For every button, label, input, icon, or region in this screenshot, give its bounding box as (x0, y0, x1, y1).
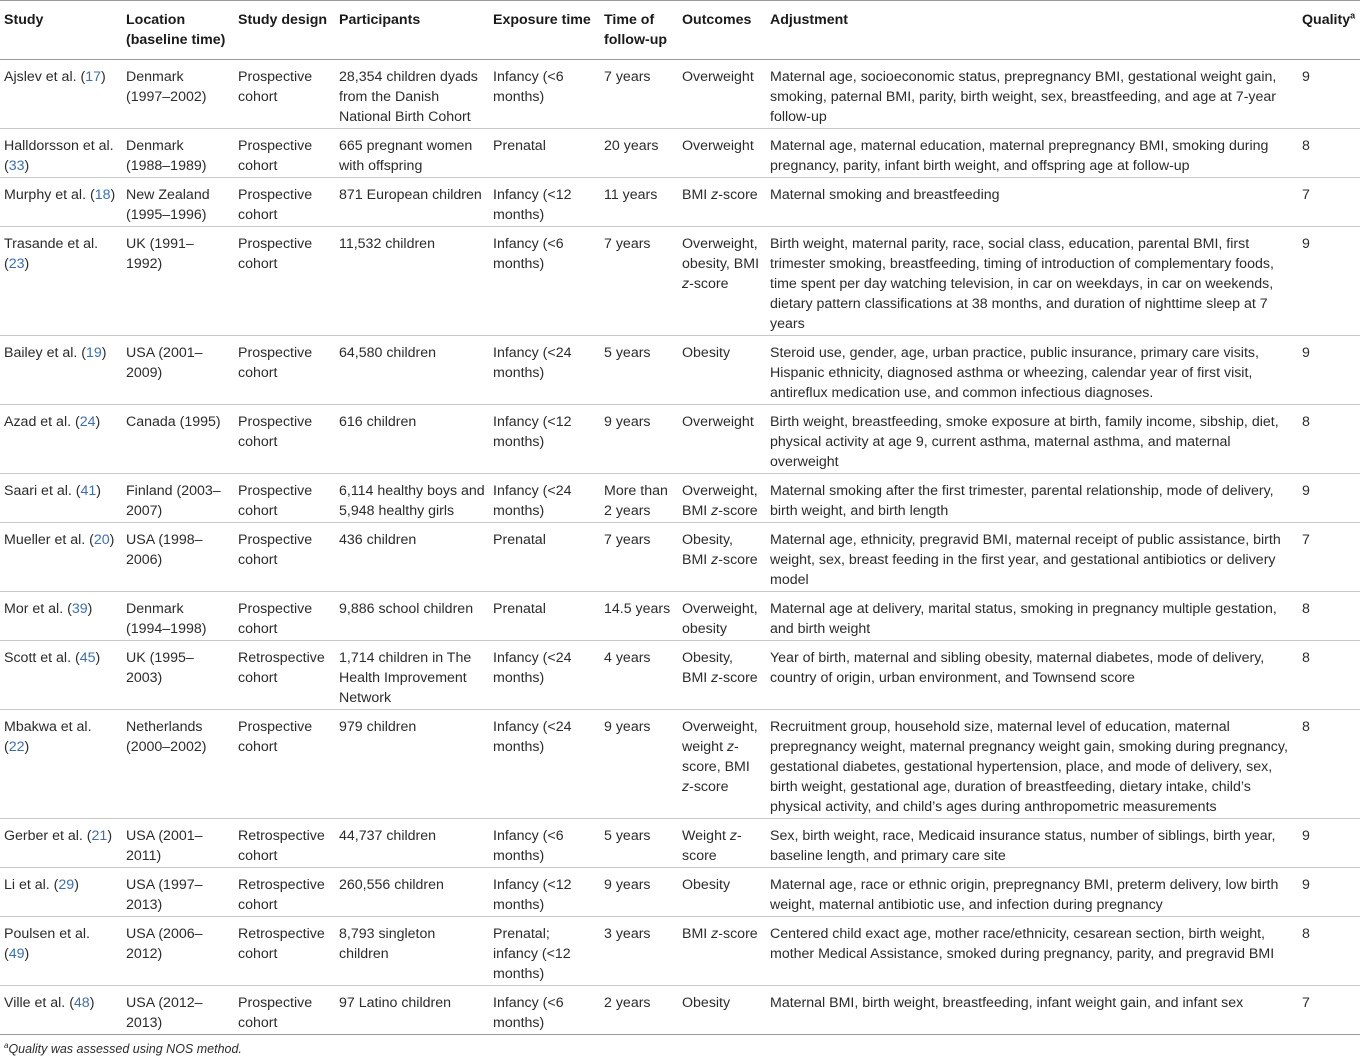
cell-adjustment: Steroid use, gender, age, urban practice, public insurance, primary care visits, Hispanic ethnicity, diagnosed asthma or wheezing, calendar year of first visit, antireflux medication use, and common infectious diagnoses. (766, 336, 1298, 405)
cell-location: USA (1997–2013) (122, 868, 234, 917)
study-name: Saari et al. ( (4, 483, 81, 499)
cell-adjustment: Maternal age at delivery, marital status, smoking in pregnancy multiple gestation, and birth weight (766, 592, 1298, 641)
cell-participants: 28,354 children dyads from the Danish National Birth Cohort (335, 60, 489, 129)
cell-adjustment: Recruitment group, household size, maternal level of education, maternal prepregnancy weight, maternal pregnancy weight gain, smoking during pregnancy, gestational diabetes, gestational hypertension, place, and mode of delivery, sex, birth weight, gestational age, duration of breastfeeding, dietary intake, child’s physical activity, and child’s ages during anthropometric measurements (766, 710, 1298, 819)
study-close-paren: ) (96, 483, 102, 499)
table-row (0, 868, 1360, 917)
cell-location: New Zealand (1995–1996) (122, 178, 234, 227)
cell-participants: 11,532 children (335, 227, 489, 336)
cell-study (0, 710, 122, 819)
cell-adjustment: Maternal BMI, birth weight, breastfeeding, infant weight gain, and infant sex (766, 986, 1298, 1035)
cell-adjustment: Year of birth, maternal and sibling obesity, maternal diabetes, mode of delivery, country of origin, urban environment, and Townsend score (766, 641, 1298, 710)
cell-quality: 7 (1298, 986, 1360, 1035)
cell-participants: 8,793 singleton children (335, 917, 489, 986)
cell-location: UK (1995–2003) (122, 641, 234, 710)
cell-quality: 8 (1298, 592, 1360, 641)
cell-outcomes: Overweight, obesity (678, 592, 766, 641)
cell-participants: 97 Latino children (335, 986, 489, 1035)
cell-participants: 1,714 children in The Health Improvement Network (335, 641, 489, 710)
reference-link[interactable]: 20 (93, 532, 110, 548)
study-name: Halldorsson et al. ( (4, 138, 114, 174)
reference-link[interactable]: 48 (73, 995, 90, 1011)
cell-study-design: Prospective cohort (234, 129, 335, 178)
cell-study (0, 178, 122, 227)
reference-link[interactable]: 22 (8, 739, 25, 755)
cell-adjustment: Maternal age, socioeconomic status, prepregnancy BMI, gestational weight gain, smoking, paternal BMI, parity, birth weight, sex, breastfeeding, and age at 7-year follow-up (766, 60, 1298, 129)
cell-quality: 8 (1298, 710, 1360, 819)
reference-link[interactable]: 33 (8, 158, 25, 174)
cell-exposure-time: Infancy (<24 months) (489, 336, 600, 405)
cell-exposure-time: Infancy (<24 months) (489, 474, 600, 523)
study-close-paren: ) (110, 187, 116, 203)
cell-follow-up: 5 years (600, 819, 678, 868)
cell-participants: 436 children (335, 523, 489, 592)
header-location: Location (baseline time) (122, 1, 234, 60)
cell-outcomes: Overweight, BMI z-score (678, 474, 766, 523)
cell-quality: 9 (1298, 868, 1360, 917)
table-row (0, 819, 1360, 868)
cell-outcomes: BMI z-score (678, 178, 766, 227)
header-study: Study (0, 1, 122, 60)
cell-study-design: Prospective cohort (234, 227, 335, 336)
cell-participants: 9,886 school children (335, 592, 489, 641)
study-name: Ville et al. ( (4, 995, 74, 1011)
cell-study-design: Prospective cohort (234, 474, 335, 523)
reference-link[interactable]: 18 (94, 187, 111, 203)
table-row (0, 523, 1360, 592)
study-name: Ajslev et al. ( (4, 69, 86, 85)
cell-location: Finland (2003–2007) (122, 474, 234, 523)
reference-link[interactable]: 41 (80, 483, 97, 499)
cell-study (0, 60, 122, 129)
study-name: Li et al. ( (4, 877, 59, 893)
reference-link[interactable]: 45 (79, 650, 96, 666)
cell-quality: 9 (1298, 60, 1360, 129)
cell-location: USA (2001–2009) (122, 336, 234, 405)
cell-exposure-time: Infancy (<6 months) (489, 819, 600, 868)
cell-location: USA (2006–2012) (122, 917, 234, 986)
cell-follow-up: 5 years (600, 336, 678, 405)
cell-participants: 6,114 healthy boys and 5,948 healthy girls (335, 474, 489, 523)
cell-outcomes: Obesity (678, 986, 766, 1035)
cell-study (0, 819, 122, 868)
cell-study-design: Prospective cohort (234, 178, 335, 227)
header-study-design: Study design (234, 1, 335, 60)
table-header-row (0, 1, 1360, 60)
reference-link[interactable]: 49 (8, 946, 25, 962)
reference-link[interactable]: 21 (91, 828, 108, 844)
cell-study-design: Prospective cohort (234, 405, 335, 474)
cell-follow-up: 9 years (600, 405, 678, 474)
cell-quality: 9 (1298, 336, 1360, 405)
study-close-paren: ) (24, 739, 30, 755)
cell-follow-up: 11 years (600, 178, 678, 227)
cell-study (0, 641, 122, 710)
cell-study (0, 986, 122, 1035)
study-close-paren: ) (24, 946, 30, 962)
cell-exposure-time: Infancy (<6 months) (489, 986, 600, 1035)
cell-quality: 8 (1298, 129, 1360, 178)
reference-link[interactable]: 19 (86, 345, 102, 361)
cell-participants: 260,556 children (335, 868, 489, 917)
cell-study-design: Retrospective cohort (234, 917, 335, 986)
cell-outcomes: BMI z-score (678, 917, 766, 986)
study-name: Azad et al. ( (4, 414, 80, 430)
reference-link[interactable]: 39 (71, 601, 88, 617)
reference-link[interactable]: 23 (8, 256, 25, 272)
cell-follow-up: More than 2 years (600, 474, 678, 523)
cell-exposure-time: Prenatal; infancy (<12 months) (489, 917, 600, 986)
study-close-paren: ) (89, 995, 95, 1011)
study-close-paren: ) (95, 414, 101, 430)
cell-follow-up: 20 years (600, 129, 678, 178)
cell-exposure-time: Prenatal (489, 129, 600, 178)
table-row (0, 178, 1360, 227)
cell-study-design: Retrospective cohort (234, 868, 335, 917)
study-name: Poulsen et al. ( (4, 926, 90, 962)
cell-follow-up: 4 years (600, 641, 678, 710)
study-close-paren: ) (87, 601, 93, 617)
cell-exposure-time: Infancy (<12 months) (489, 868, 600, 917)
header-quality-label: Quality (1302, 12, 1351, 28)
cell-outcomes: Overweight (678, 129, 766, 178)
cell-quality: 8 (1298, 405, 1360, 474)
cell-study (0, 868, 122, 917)
cell-exposure-time: Prenatal (489, 592, 600, 641)
cell-study-design: Retrospective cohort (234, 641, 335, 710)
cell-outcomes: Obesity, BMI z-score (678, 523, 766, 592)
study-name: Trasande et al. ( (4, 236, 99, 272)
cell-study (0, 917, 122, 986)
cell-study (0, 336, 122, 405)
study-close-paren: ) (109, 532, 115, 548)
cell-adjustment: Sex, birth weight, race, Medicaid insurance status, number of siblings, birth year, baseline length, and primary care site (766, 819, 1298, 868)
table-row (0, 986, 1360, 1035)
cell-outcomes: Overweight (678, 405, 766, 474)
cell-study-design: Prospective cohort (234, 336, 335, 405)
cell-follow-up: 3 years (600, 917, 678, 986)
cell-follow-up: 7 years (600, 60, 678, 129)
study-name: Murphy et al. ( (4, 187, 95, 203)
cell-quality: 9 (1298, 819, 1360, 868)
cell-adjustment: Maternal age, race or ethnic origin, prepregnancy BMI, preterm delivery, low birth weight, maternal antibiotic use, and infection during pregnancy (766, 868, 1298, 917)
cell-study (0, 523, 122, 592)
table-row (0, 60, 1360, 129)
cell-participants: 616 children (335, 405, 489, 474)
study-name: Mueller et al. ( (4, 532, 94, 548)
reference-link[interactable]: 17 (85, 69, 101, 85)
cell-exposure-time: Infancy (<12 months) (489, 405, 600, 474)
cell-adjustment: Maternal age, ethnicity, pregravid BMI, maternal receipt of public assistance, birth weight, sex, breast feeding in the first year, and gestational antibiotics or delivery model (766, 523, 1298, 592)
cell-outcomes: Obesity (678, 336, 766, 405)
study-close-paren: ) (24, 158, 30, 174)
cell-study-design: Prospective cohort (234, 60, 335, 129)
cell-location: USA (2001–2011) (122, 819, 234, 868)
cell-quality: 9 (1298, 227, 1360, 336)
cell-location: Netherlands (2000–2002) (122, 710, 234, 819)
table-row (0, 474, 1360, 523)
cell-location: Denmark (1988–1989) (122, 129, 234, 178)
cell-participants: 665 pregnant women with offspring (335, 129, 489, 178)
footnote-mark: a (4, 1040, 9, 1050)
reference-link[interactable]: 24 (79, 414, 96, 430)
cell-study-design: Retrospective cohort (234, 819, 335, 868)
study-close-paren: ) (95, 650, 101, 666)
cell-exposure-time: Infancy (<6 months) (489, 60, 600, 129)
cell-participants: 44,737 children (335, 819, 489, 868)
cell-follow-up: 2 years (600, 986, 678, 1035)
cell-exposure-time: Infancy (<6 months) (489, 227, 600, 336)
reference-link[interactable]: 29 (58, 877, 75, 893)
cell-location: USA (2012–2013) (122, 986, 234, 1035)
cell-follow-up: 7 years (600, 523, 678, 592)
cell-exposure-time: Infancy (<24 months) (489, 710, 600, 819)
cell-participants: 64,580 children (335, 336, 489, 405)
study-close-paren: ) (107, 828, 113, 844)
cell-outcomes: Weight z-score (678, 819, 766, 868)
cell-adjustment: Birth weight, maternal parity, race, social class, education, parental BMI, first trimester smoking, breastfeeding, timing of introduction of complementary foods, time spent per day watching television, in car on weekdays, in car on weekends, dietary pattern classifications at 38 months, and duration of nighttime sleep at 7 years (766, 227, 1298, 336)
table-row (0, 641, 1360, 710)
cell-follow-up: 14.5 years (600, 592, 678, 641)
cell-outcomes: Overweight (678, 60, 766, 129)
cell-study-design: Prospective cohort (234, 523, 335, 592)
cell-study (0, 405, 122, 474)
study-name: Scott et al. ( (4, 650, 80, 666)
cell-follow-up: 9 years (600, 710, 678, 819)
cell-location: UK (1991–1992) (122, 227, 234, 336)
study-name: Mor et al. ( (4, 601, 72, 617)
study-close-paren: ) (24, 256, 30, 272)
cell-exposure-time: Prenatal (489, 523, 600, 592)
table-row (0, 710, 1360, 819)
header-outcomes: Outcomes (678, 1, 766, 60)
study-close-paren: ) (101, 345, 107, 361)
table-row (0, 227, 1360, 336)
table-footnote (0, 1035, 1360, 1056)
cell-study (0, 129, 122, 178)
table-row (0, 336, 1360, 405)
study-name: Bailey et al. ( (4, 345, 87, 361)
cell-participants: 871 European children (335, 178, 489, 227)
table-row (0, 592, 1360, 641)
cell-exposure-time: Infancy (<24 months) (489, 641, 600, 710)
cell-outcomes: Obesity (678, 868, 766, 917)
cell-study (0, 474, 122, 523)
cell-study-design: Prospective cohort (234, 710, 335, 819)
cell-quality: 7 (1298, 178, 1360, 227)
cell-adjustment: Centered child exact age, mother race/ethnicity, cesarean section, birth weight, mother Medical Assistance, smoked during pregnancy, parity, and pregravid BMI (766, 917, 1298, 986)
cell-outcomes: Overweight, obesity, BMI z-score (678, 227, 766, 336)
cell-follow-up: 9 years (600, 868, 678, 917)
cell-location: Denmark (1997–2002) (122, 60, 234, 129)
cell-outcomes: Obesity, BMI z-score (678, 641, 766, 710)
study-close-paren: ) (101, 69, 106, 85)
table-row (0, 129, 1360, 178)
cell-study (0, 227, 122, 336)
header-exposure-time: Exposure time (489, 1, 600, 60)
cell-location: Denmark (1994–1998) (122, 592, 234, 641)
cell-exposure-time: Infancy (<12 months) (489, 178, 600, 227)
cell-participants: 979 children (335, 710, 489, 819)
header-quality (1298, 1, 1360, 60)
footnote-text: Quality was assessed using NOS method. (8, 1042, 242, 1056)
cell-adjustment: Birth weight, breastfeeding, smoke exposure at birth, family income, sibship, diet, physical activity at age 9, current asthma, maternal asthma, and maternal overweight (766, 405, 1298, 474)
study-name: Gerber et al. ( (4, 828, 92, 844)
study-name: Mbakwa et al. ( (4, 719, 92, 755)
header-participants: Participants (335, 1, 489, 60)
cell-quality: 8 (1298, 917, 1360, 986)
header-adjustment: Adjustment (766, 1, 1298, 60)
table-row (0, 405, 1360, 474)
cell-adjustment: Maternal age, maternal education, maternal prepregnancy BMI, smoking during pregnancy, parity, infant birth weight, and offspring age at follow-up (766, 129, 1298, 178)
table-row (0, 917, 1360, 986)
cell-follow-up: 7 years (600, 227, 678, 336)
cell-adjustment: Maternal smoking after the first trimester, parental relationship, mode of delivery, birth weight, and birth length (766, 474, 1298, 523)
cell-outcomes: Overweight, weight z-score, BMI z-score (678, 710, 766, 819)
cell-quality: 7 (1298, 523, 1360, 592)
cell-quality: 8 (1298, 641, 1360, 710)
cell-location: USA (1998–2006) (122, 523, 234, 592)
cell-location: Canada (1995) (122, 405, 234, 474)
header-follow-up: Time of follow-up (600, 1, 678, 60)
cell-study-design: Prospective cohort (234, 592, 335, 641)
cell-study (0, 592, 122, 641)
footnote-marker: a (1350, 10, 1356, 21)
cell-adjustment: Maternal smoking and breastfeeding (766, 178, 1298, 227)
cell-quality: 9 (1298, 474, 1360, 523)
cell-study-design: Prospective cohort (234, 986, 335, 1035)
study-close-paren: ) (74, 877, 79, 893)
